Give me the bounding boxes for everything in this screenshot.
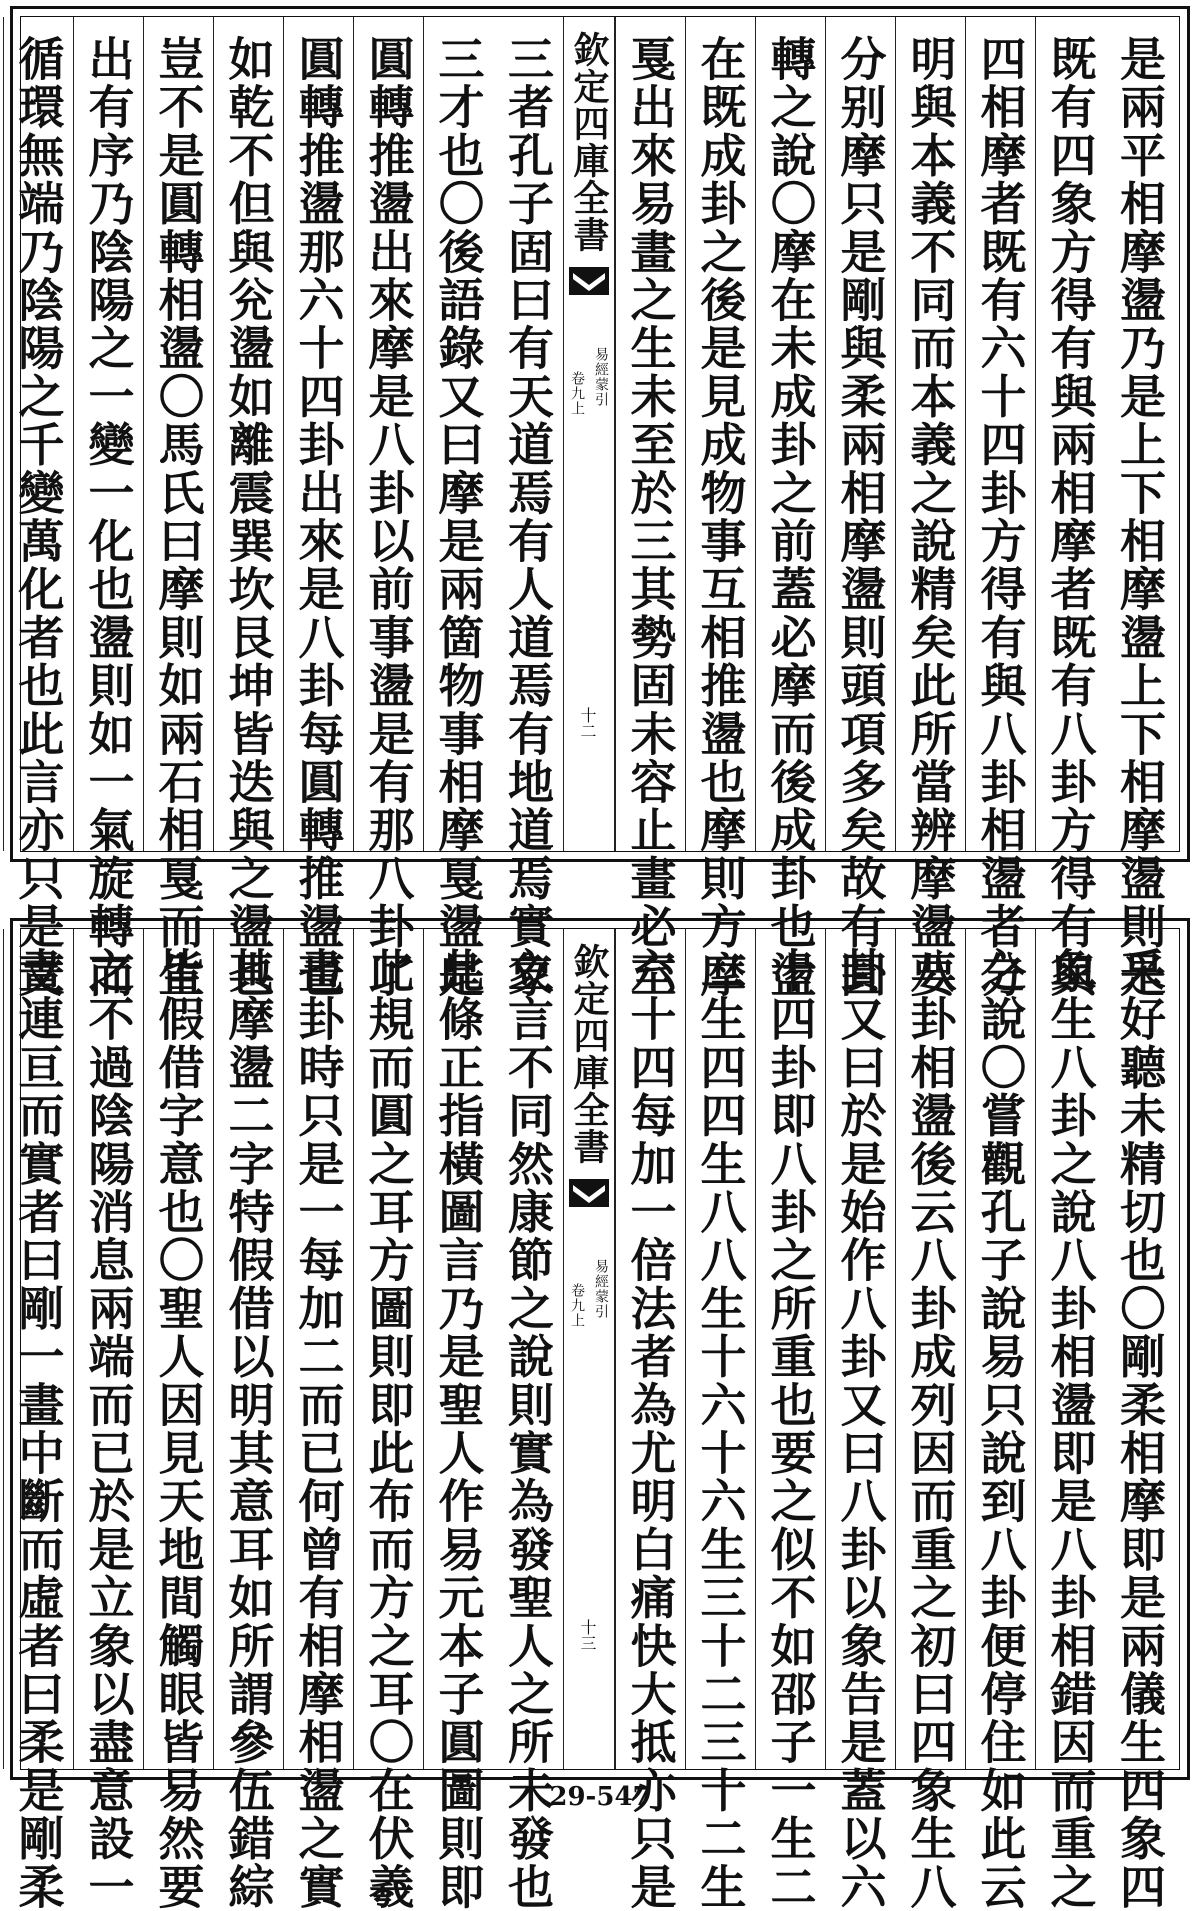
text-column (213, 17, 283, 999)
column-text: 立言不同然康節之說則實為發聖人之所未發也 (501, 947, 555, 1911)
page-panel-top (10, 6, 1190, 999)
text-column (685, 17, 755, 999)
column-text: 象生八卦之說八卦相盪即是八卦相錯因而重之 (1043, 947, 1098, 1911)
column-text: 畫卦時只是一每加二而已何曾有相摩相盪之實 (291, 947, 346, 1911)
column-text: 圓轉推盪那六十四卦出來是八卦每圓轉推盪也 (291, 35, 346, 999)
column-text: 循環無端乃陰陽之千變萬化者也此言亦只是文 (11, 35, 66, 999)
text-column (895, 929, 965, 1911)
text-column (423, 929, 493, 1911)
column-text: 此規而圓之耳方圖則即此布而方之耳〇在伏羲 (361, 947, 416, 1911)
text-column (353, 929, 423, 1911)
text-column (493, 17, 563, 999)
book-name: 易經蒙引 (593, 347, 609, 407)
text-column (423, 17, 493, 999)
page-border-top (11, 16, 1180, 999)
book-title: 欽定四庫全書 (568, 943, 610, 1165)
column-text: 是兩平相摩盪乃是上下相摩盪上下相摩盪則是 (1113, 35, 1167, 999)
text-column (73, 17, 143, 999)
text-column (895, 17, 965, 999)
text-column (755, 17, 825, 999)
page-number: 十三 (578, 1619, 597, 1651)
column-text: 之說〇嘗觀孔子說易只說到八卦便停住如此云 (973, 947, 1028, 1911)
book-name: 易經蒙引 (593, 1259, 609, 1319)
column-text: 之不過陰陽消息兩端而已於是立象以盡意設一 (81, 947, 136, 1911)
text-column (965, 929, 1035, 1911)
text-column (143, 17, 213, 999)
column-text: 其摩盪二字特假借以明其意耳如所謂參伍錯綜 (221, 947, 276, 1911)
text-column (825, 929, 895, 1911)
text-column (213, 929, 283, 1911)
column-text: 既有四象方得有與兩相摩者既有八卦方得有與 (1043, 35, 1098, 999)
center-fold-column (563, 929, 615, 1769)
fish-tail-mark-icon (569, 1179, 609, 1207)
text-column (965, 17, 1035, 999)
text-column (1035, 929, 1105, 1911)
volume-label: 卷九上 (569, 1283, 585, 1328)
column-text: 采好聽未精切也〇剛柔相摩即是兩儀生四象四 (1113, 947, 1167, 1911)
volume-label: 卷九上 (569, 371, 585, 416)
column-text: 卦又曰於是始作八卦又曰八卦以象告是蓋以六 (833, 947, 888, 1911)
column-text: 轉之說〇摩在未成卦之前蓋必摩而後成卦也盪 (763, 35, 818, 999)
column-text: 畫連亘而實者曰剛一畫中斷而虛者曰柔是剛柔 (11, 947, 66, 1911)
column-text: 八卦相盪後云八卦成列因而重之初曰四象生八 (903, 947, 958, 1911)
column-text: 此條正指橫圖言乃是聖人作易元本子圓圖則即 (431, 947, 486, 1911)
text-column (143, 929, 213, 1911)
text-column (493, 929, 563, 1911)
book-title: 欽定四庫全書 (568, 31, 610, 253)
column-text: 三者孔子固曰有天道焉有人道焉有地道焉實象 (501, 35, 555, 999)
column-text: 分别摩只是剛與柔兩相摩盪則頭項多矣故有圓 (833, 35, 888, 999)
column-text: 出有序乃陰陽之一變一化也盪則如一氣旋轉而 (81, 35, 136, 999)
text-column (825, 17, 895, 999)
column-text: 在既成卦之後是見成物事互相推盪也摩則方摩 (693, 35, 748, 999)
page-number: 十二 (578, 707, 597, 739)
text-column (283, 929, 353, 1911)
text-column (1105, 929, 1175, 1911)
column-text: 圓轉推盪出來摩是八卦以前事盪是有那八卦了 (361, 35, 416, 999)
column-text: 四相摩者既有六十四卦方得有與八卦相盪者分 (973, 35, 1028, 999)
column-text: 十四卦即八卦之所重也要之似不如邵子一生二 (763, 947, 818, 1911)
text-column (615, 929, 685, 1911)
column-text: 皆假借字意也〇聖人因見天地間觸眼皆易然要 (151, 947, 206, 1911)
text-column (353, 17, 423, 999)
page-footer-number: 29-547 (549, 1782, 651, 1812)
column-text: 二生四四生八八生十六十六生三十二三十二生 (693, 947, 748, 1911)
text-column (283, 17, 353, 999)
text-column (685, 929, 755, 1911)
text-column (73, 929, 143, 1911)
column-text: 明與本義不同而本義之說精矣此所當辨摩盪要 (903, 35, 958, 999)
column-text: 如乾不但與兊盪如離震巽坎艮坤皆迭與之盪也 (221, 35, 276, 999)
text-column (3, 929, 73, 1911)
column-text: 三才也〇後語錄又曰摩是兩箇物事相摩戛盪是 (431, 35, 486, 999)
column-text: 豈不是圓轉相盪〇馬氏曰摩則如兩石相戛而生 (151, 35, 206, 999)
text-column (755, 929, 825, 1911)
text-column (1105, 17, 1175, 999)
fish-tail-mark-icon (569, 267, 609, 295)
text-column (3, 17, 73, 999)
column-text: 戛出來易畫之生未至於三其勢固未容止畫必至 (623, 35, 678, 999)
text-column (615, 17, 685, 999)
center-fold-column (563, 17, 615, 851)
text-column (1035, 17, 1105, 999)
column-text: 六十四每加一倍法者為尤明白痛快大抵亦只是 (623, 947, 678, 1911)
